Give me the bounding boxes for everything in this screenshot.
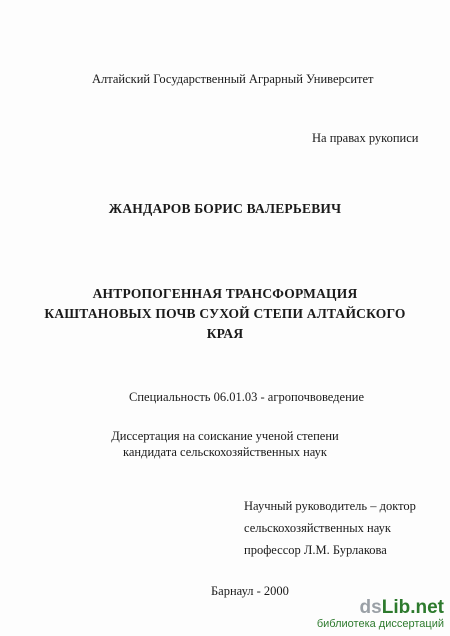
title-line: КАШТАНОВЫХ ПОЧВ СУХОЙ СТЕПИ АЛТАЙСКОГО: [44, 306, 406, 321]
university-name: Алтайский Государственный Аграрный Университет: [92, 72, 374, 86]
supervisor-line: Научный руководитель – доктор: [244, 499, 416, 513]
supervisor-line: профессор Л.М. Бурлакова: [244, 543, 387, 557]
dslib-watermark: [317, 598, 444, 630]
watermark-logo: dsLib.net: [359, 597, 444, 618]
manuscript-rights-note: На правах рукописи: [312, 131, 419, 145]
specialty-line: Специальность 06.01.03 - агропочвоведение: [129, 390, 364, 404]
title-line: КРАЯ: [206, 326, 244, 341]
supervisor-line: сельскохозяйственных наук: [244, 521, 391, 535]
degree-line: Диссертация на соискание ученой степени: [111, 429, 339, 443]
watermark-subtitle: библиотека диссертаций: [316, 618, 444, 630]
title-line: АНТРОПОГЕННАЯ ТРАНСФОРМАЦИЯ: [92, 286, 358, 301]
degree-line: кандидата сельскохозяйственных наук: [122, 445, 328, 459]
author-name: ЖАНДАРОВ БОРИС ВАЛЕРЬЕВИЧ: [108, 201, 342, 216]
city-year: Барнаул - 2000: [211, 584, 289, 598]
